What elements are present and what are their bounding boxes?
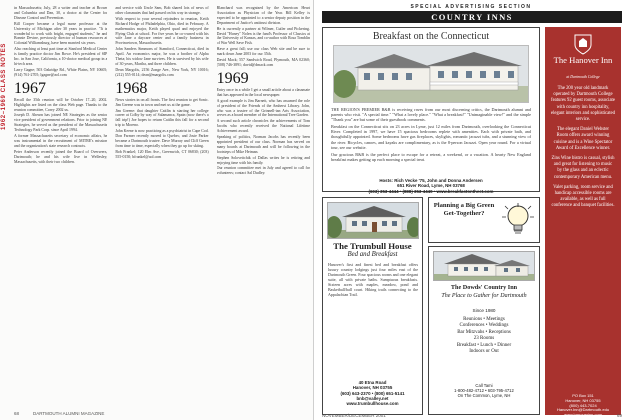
- notes-column-3: [217, 6, 310, 404]
- year-heading-row: [14, 79, 107, 98]
- note-paragraph: Jim Greene: that daughter Caitlin is starting her college career at Colby by way of Salamanca, Spain (now there's a fall trip!) Joe hopes to return Caitlin this fall for a second trip to Moreno.: [115, 108, 209, 128]
- ad-paragraph: The 200 year old landmark operated by Dartmouth College features 92 guest rooms, associate with country inn hospitality, elegant interiors and sophisticated service.: [551, 86, 615, 123]
- ad-email: bnb@valley.net: [356, 395, 389, 401]
- ad-headline: Planning a Big Green Get-Together?: [433, 202, 495, 217]
- right-page: [314, 0, 628, 420]
- trumbull-house-illustration: [328, 203, 419, 239]
- note-paragraph: in Massachusetts; July, 28 a writer and teacher at Brown and Columbia and Dan, 30, a doctor at the Center for Disease Control and Prevention.: [14, 6, 108, 20]
- ad-paragraph: Our gracious B&B is the perfect place to escape for a retreat, a weekend, or a vacation. A hearty New England breakfast makes getting up each morning a special treat.: [331, 151, 531, 162]
- ad-paragraph: Zins Wine bistro is casual, stylish and great for listening to music by the glass and an eclectic contemporary American menu.: [551, 156, 615, 180]
- ad-website: www.trumbullhouse.com: [346, 401, 399, 407]
- service-item: Indoors or Out: [469, 349, 499, 355]
- ad-address-line: 40 Etna Road: [358, 380, 387, 385]
- notes-column-1: [14, 6, 107, 404]
- ad-since: Since 1980: [472, 308, 496, 313]
- note-paragraph: Our reunion committee met in July and agreed to call for volunteers; contact Sal Dudley.: [216, 166, 310, 176]
- inn-photo: [327, 202, 419, 239]
- note-paragraph: Blanchard was recognized by the American Heart Association as Physician of the Year. Bill Kelley is expected to be appointed to a senior deputy position in the Department of Justice's antitrust division.: [216, 6, 310, 25]
- note-paragraph: He is currently a partner at Wilmer, Cutler and Pickering. David "Honey" Nolen is the fund's Professor of Classics at the University of Kansas, and co-author with Rosa Tomblin of War Well Save Fish.: [216, 26, 310, 46]
- class-notes-side-tab: [1, 10, 13, 130]
- notes-column-2: [115, 6, 208, 404]
- class-notes-columns: [14, 6, 310, 404]
- ad-title: The Dowds' Country Inn: [450, 284, 518, 291]
- ad-address-line: Hanover, NH 03755: [565, 397, 601, 403]
- ad-title: Breakfast on the Connecticut: [372, 31, 490, 42]
- ad-contact: [323, 178, 539, 194]
- light-bulb-icon: [502, 203, 534, 239]
- right-page-footer: [322, 413, 622, 418]
- class-secretary-contact: Larry Gagne; 503 Oakridge Rd., White Plains, NY 10605; (914) 761-2705; lgagne@aol.com: [14, 67, 108, 77]
- note-paragraph: and service with Uncle Sam, Bob shared lots of news of other classmates that had passed on his way in strange.: [115, 6, 209, 15]
- planning-get-together-ad: [428, 197, 540, 243]
- ad-contact-name: Call Tami: [475, 383, 493, 388]
- service-item: Reunions • Meetings: [463, 317, 505, 322]
- breakfast-on-the-connecticut-ad: [322, 27, 540, 192]
- advertising-section-label: SPECIAL ADVERTISING SECTION: [410, 4, 532, 10]
- dowds-inn-illustration: [434, 252, 535, 281]
- ad-phone: (603) 353-4444 • (888) 353-4440 • www.breakfastonthect.com: [368, 188, 494, 194]
- ad-phone: (603) 643-2370 • (800) 651-5141: [340, 390, 405, 396]
- country-inns-banner: COUNTRY INNS: [322, 11, 622, 23]
- ad-body: Hanover's first and finest bed and breakfast offers luxury country lodgings just four miles east of the Dartmouth Green. Four spacious rooms and one elegant suite, all with private baths. Sumptuous breakfasts. Sixteen acres with maples, meadow, pond and Basketball/ball court. Hiking trails connecting to the Appalachian Trail.: [328, 262, 418, 297]
- class-year-1969: 1969: [216, 69, 249, 87]
- note-paragraph: Peter Anderson recently joined the Board of Overseers, Dartmouth; he and his wife live in Wellesley, Massachusetts, with their two children.: [14, 149, 108, 164]
- ad-contact: [429, 383, 539, 399]
- ad-services-list: [429, 317, 539, 355]
- note-paragraph: A second such article chronicles the achievements of Tom Jacobs who recently received the National Lifetime Achievement award.: [216, 119, 310, 134]
- ad-address-line: PO Box 151: [572, 393, 594, 398]
- class-secretary-contact: Dean Margolis, 2156 Zonge Ave., New York, NY 10016; (212) 555-0114; dean@margolis.com: [115, 67, 209, 77]
- ad-paragraph: The elegant Daniel Webster Room offers award winning cuisine and is a Wine Spectator Award of Excellence winner.: [553, 127, 613, 151]
- magazine-name: DARTMOUTH ALUMNI MAGAZINE: [33, 411, 105, 416]
- year-intro: Recall the 35th reunion will be October 17–20, 2002. Highlights are listed on the class Web page. Thanks to the reunion committee, Corey 2002 us.: [14, 97, 108, 112]
- ad-paragraph: THE REGION'S PREMIER B&B is receiving raves from our most discerning critics, the Dartmouth alumni and parents who visit. "A special time." "What a lovely place." "What a breakfast!" "Unimaginable view!" and the simple "Thank you" are but some of their guestbook comments.: [331, 107, 531, 123]
- service-item: 23 Rooms: [473, 336, 495, 342]
- year-heading-row: [115, 79, 208, 98]
- inn-photo: [433, 251, 535, 281]
- ad-phone: (800) 443-7024: [569, 402, 597, 408]
- ad-body: [331, 107, 531, 164]
- year-intro: News stories in on all fronts. The first reunion to get Sonic. Jim Greene was in town and met us at the game.: [115, 97, 209, 107]
- side-tab-label: 1962–1969 CLASS NOTES: [1, 43, 7, 130]
- dowds-country-inn-ad: [428, 246, 540, 415]
- class-year-1968: 1968: [115, 79, 148, 97]
- service-item: Breakfast • Lunch • Dinner: [456, 342, 512, 348]
- hanover-inn-crest-icon: [573, 33, 593, 55]
- issue-date: NOVEMBER/DECEMBER 2001: [322, 413, 386, 418]
- note-paragraph: Joseph D. Ahearn has joined NE Strategies as the senior vice president of government relations. Prior to joining NE Strategies, he served as the president of the Massachusetts Technology Park Corp. since April 1994.: [14, 113, 108, 133]
- year-heading-row: [217, 69, 310, 88]
- class-secretary-contact: David Mack; 557 Sandwich Road, Plymouth, MA 02360; (508) 746-3891; david@dmack.com: [216, 58, 310, 67]
- ad-body: [551, 86, 615, 214]
- ad-subtitle: The Place to Gather for Dartmouth: [441, 293, 527, 299]
- note-paragraph: Have a great fall; use our class Web site and be sure to mark down June 2003 for our 35th.: [216, 47, 310, 57]
- inn-photo: [333, 45, 529, 103]
- ad-paragraph: Valet parking, room service and handicap accessible rooms are available, as well as full conference and banquet facilities.: [551, 184, 615, 209]
- ad-subtitle: Bed and Breakfast: [347, 251, 398, 258]
- ad-website: www.hanoverinn.com: [563, 412, 603, 418]
- ad-address-line: On The Common, Lyme, NH: [457, 393, 511, 399]
- ad-paragraph: Breakfast on the Connecticut sits on 23 acres in Lyme, just 12 miles from Dartmouth, overlooking the Connecticut River. Completed in 1997, we have 15 spacious bedrooms replete with amenities. Each with private bath, and thoughtfully appointed. Some bedrooms have gas fireplaces, skylights, romantic jacuzzi tubs, and a stunning view of the river. Bicycles, canoes, and kayaks are complimentary, as is the 8-person Jacuzzi. Open year round. For a virtual tour, see our website.: [331, 124, 531, 150]
- ad-phone: 1-800-482-4712 • 603-795-4712: [454, 388, 514, 394]
- page-number: 68: [14, 411, 20, 416]
- note-paragraph: A good example is Jim Barnett, who has assumed the role of president of the Friends of the Amherst Library. John, who was a trustee of the Grinnell-ian Arts Association, serves as a board member of the International Tree Garden.: [216, 98, 310, 118]
- note-paragraph: Also reaching at least part time at Stanford Medical Center is family practice doctor Jim Rowe. He's president of SIP Inc. in San Jose, California, a 10-doctor medical group in a hi-tech area.: [14, 47, 108, 66]
- year-intro: Entry once in a while I get a small article about a classmate that has appeared in the local newspaper.: [216, 87, 310, 97]
- class-year-1967: 1967: [14, 79, 46, 97]
- note-paragraph: With respect to your several rejoinders to reunion, Keith Richard Hodge of Philadelphia, Ohio, died in February. A mathematics major, Keith played quad and enjoyed the Flying Club at school. For five years he co-owned with his wife Jane a daycare center and a family business in Provincetown, Massachusetts.: [115, 16, 209, 46]
- note-paragraph: John Sanders Simmons of Stamford, Connecticut, died in April. An economics major, he was a brother of Alpha Theta; his widow Jane survives. He is survived by his wife of 30 years, Martha, and three children.: [115, 47, 209, 66]
- ad-title: The Trumbull House: [333, 241, 412, 251]
- trumbull-house-ad: [322, 197, 423, 415]
- note-paragraph: A former Massachusetts secretary of economic affairs, he was instrumental in the recruitment of MITRE's mission and the organization's state research contracts.: [14, 134, 108, 148]
- ad-address-line: Hanover, NH 03755: [352, 385, 393, 391]
- service-item: Bar Mitzvahs • Receptions: [457, 329, 511, 335]
- note-paragraph: Speaking of politics, Norman Jacobs has recently been appointed president of our class. Norman has served on many boards at Dartmouth and will be following in the footsteps of Mike Heiman.: [216, 135, 310, 154]
- note-paragraph: Stephen Soloveitchik of Dallas writes he is retiring and enjoying time with his family.: [216, 155, 310, 165]
- page-number: 69: [616, 413, 622, 418]
- class-secretary-contact: Bob Frankel; 120 Elm Ave., Greenwich, CT 06830; (203) 555-0150; bfrankel@aol.com: [115, 149, 209, 159]
- left-page-footer: [14, 411, 310, 416]
- ad-contact: [323, 380, 422, 406]
- ad-title: The Hanover Inn: [553, 55, 613, 65]
- ad-address: 651 River Road, Lyme, NH 03768: [397, 183, 465, 189]
- service-item: Conferences • Weddings: [459, 323, 509, 329]
- inn-building-illustration: [334, 46, 529, 103]
- ad-subtitle: at Dartmouth College: [566, 75, 600, 79]
- note-paragraph: Bill Cooper became a legal nurse professor at the University of Michigan after 30 years in practice. "It is wonderful to work with bright, engaged students," he and Bonnie Devine, previously director of human resources at Colonial Williamsburg, have been married six years.: [14, 21, 108, 46]
- ad-email: Hanover.Inn@Dartmouth.edu: [556, 407, 610, 413]
- note-paragraph: John Keene is now practicing as a psychiatrist in Cape Cod. Don Farmer recently moved to Quebec, and Josie Parker became a Dartmouth trustee. Dave Murray and Cliff Green from time to time, especially when they go up for skiing.: [115, 129, 209, 148]
- ad-hosts: Hosts: Rich Vecke '75, John and Donna Andersen: [379, 178, 483, 183]
